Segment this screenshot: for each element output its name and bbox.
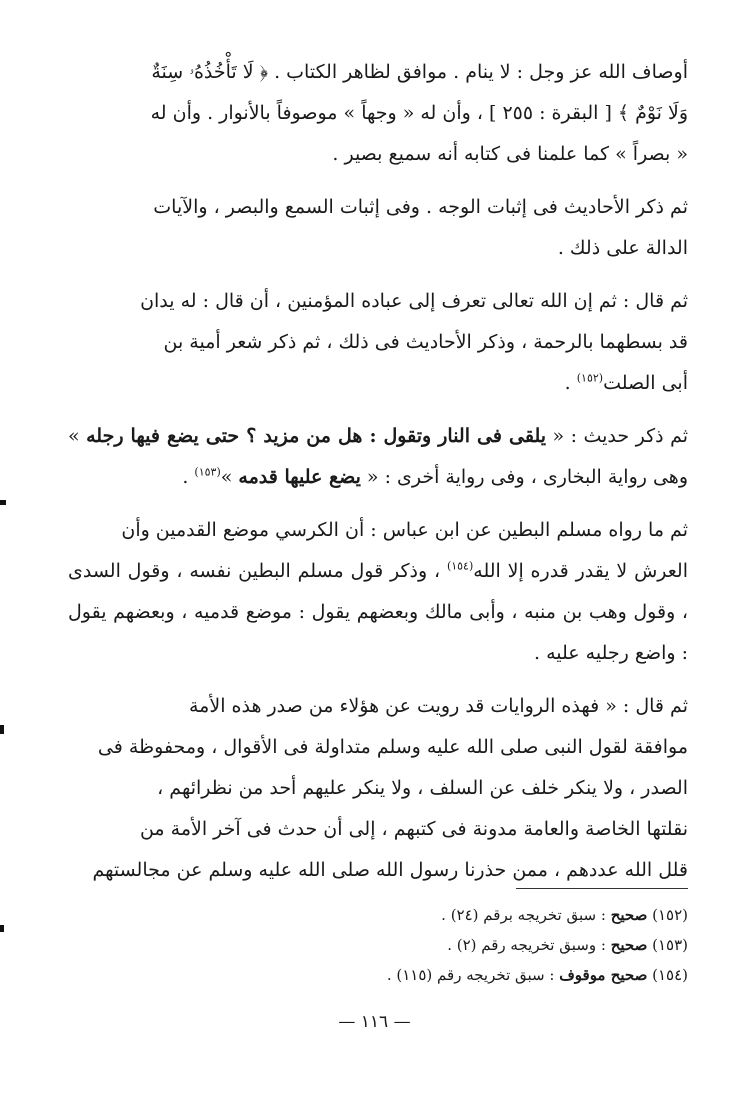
text-fragment: .	[182, 466, 195, 488]
text-line: الصدر ، ولا ينكر خلف عن السلف ، ولا ينكر عليهم أحد من نظرائهم ،	[157, 777, 688, 799]
footnote-number: (١٥٣)	[652, 936, 688, 954]
paragraph-3	[68, 281, 688, 404]
scan-edge-mark	[0, 500, 6, 505]
text-fragment: »	[220, 466, 239, 488]
footnote-text: : سبق تخريجه رقم (١١٥) .	[386, 966, 555, 984]
footnote-154	[288, 960, 688, 990]
text-line: وَلَا نَوْمٌ ﴾ [ البقرة : ٢٥٥ ] ، وأن له « وجهاً » موصوفاً بالأنوار . وأن له	[150, 102, 688, 124]
hadith-quote: يضع عليها قدمه	[238, 466, 361, 488]
text-line	[68, 363, 688, 404]
text-fragment: العرش لا يقدر قدره إلا الله	[473, 560, 688, 582]
scan-edge-mark	[0, 725, 4, 734]
footnote-ref-153[interactable]: (١٥٣)	[194, 465, 221, 479]
paragraph-2	[68, 187, 688, 269]
footnote-grade: صحيح	[610, 936, 648, 954]
text-line: ثم ما رواه مسلم البطين عن ابن عباس : أن الكرسي موضع القدمين وأن	[121, 519, 688, 541]
hadith-quote: يلقى فى النار وتقول : هل من مزيد ؟ حتى يضع فيها رجله	[86, 425, 547, 447]
footnotes	[288, 900, 688, 990]
paragraph-5	[68, 510, 688, 674]
footnote-text: : وسبق تخريجه رقم (٢) .	[447, 936, 606, 954]
text-fragment: أبى الصلت	[603, 372, 688, 394]
text-line: قد بسطهما بالرحمة ، وذكر الأحاديث فى ذلك ، ثم ذكر شعر أمية بن	[163, 331, 688, 353]
text-line: الدالة على ذلك .	[557, 237, 688, 259]
text-fragment: .	[564, 372, 577, 394]
text-line: موافقة لقول النبى صلى الله عليه وسلم متداولة فى الأقوال ، ومحفوظة فى	[97, 736, 688, 758]
footnote-text: : سبق تخريجه برقم (٢٤) .	[441, 906, 606, 924]
text-fragment: ، وذكر قول مسلم البطين نفسه ، وقول السدى ، وقول وهب بن منبه ، وأبى مالك وبعضهم يقول : موضع قدميه ، وبعضهم يقول : واضع رجليه عليه .	[68, 560, 688, 664]
paragraph-1	[68, 52, 688, 175]
footnote-separator	[516, 888, 688, 889]
text-line: أوصاف الله عز وجل : لا ينام . موافق لظاهر الكتاب . ﴿ لَا تَأْخُذُهُۥ سِنَةٌ	[151, 61, 688, 83]
text-line: ثم ذكر الأحاديث فى إثبات الوجه . وفى إثبات السمع والبصر ، والآيات	[153, 196, 688, 218]
footnote-grade: صحيح	[610, 906, 648, 924]
footnote-number: (١٥٤)	[652, 966, 688, 984]
page-number: — ١١٦ —	[338, 1012, 411, 1032]
footnote-152	[288, 900, 688, 930]
footnote-grade: صحيح موقوف	[559, 966, 648, 984]
text-line: ثم قال : « فهذه الروايات قد رويت عن هؤلاء من صدر هذه الأمة	[189, 695, 688, 717]
text-fragment: » وهى رواية البخارى ، وفى رواية أخرى : «	[68, 425, 688, 488]
text-line: نقلتها الخاصة والعامة مدونة فى كتبهم ، إلى أن حدث فى آخر الأمة من	[139, 818, 688, 840]
text-fragment: ثم ذكر حديث : «	[546, 425, 688, 447]
paragraph-6	[68, 686, 688, 891]
footnote-ref-152[interactable]: (١٥٢)	[576, 371, 604, 385]
footnote-ref-154[interactable]: (١٥٤)	[446, 559, 474, 573]
text-line: « بصراً » كما علمنا فى كتابه أنه سميع بصير .	[332, 143, 688, 165]
footnote-number: (١٥٢)	[652, 906, 688, 924]
text-line: ثم قال : ثم إن الله تعالى تعرف إلى عباده المؤمنين ، أن قال : له يدان	[140, 290, 688, 312]
text-line: قلل الله عددهم ، ممن حذرنا رسول الله صلى الله عليه وسلم عن مجالستهم	[92, 859, 688, 881]
page-body	[68, 52, 688, 903]
paragraph-4	[68, 416, 688, 498]
scan-edge-mark	[0, 925, 4, 932]
footnote-153	[288, 930, 688, 960]
